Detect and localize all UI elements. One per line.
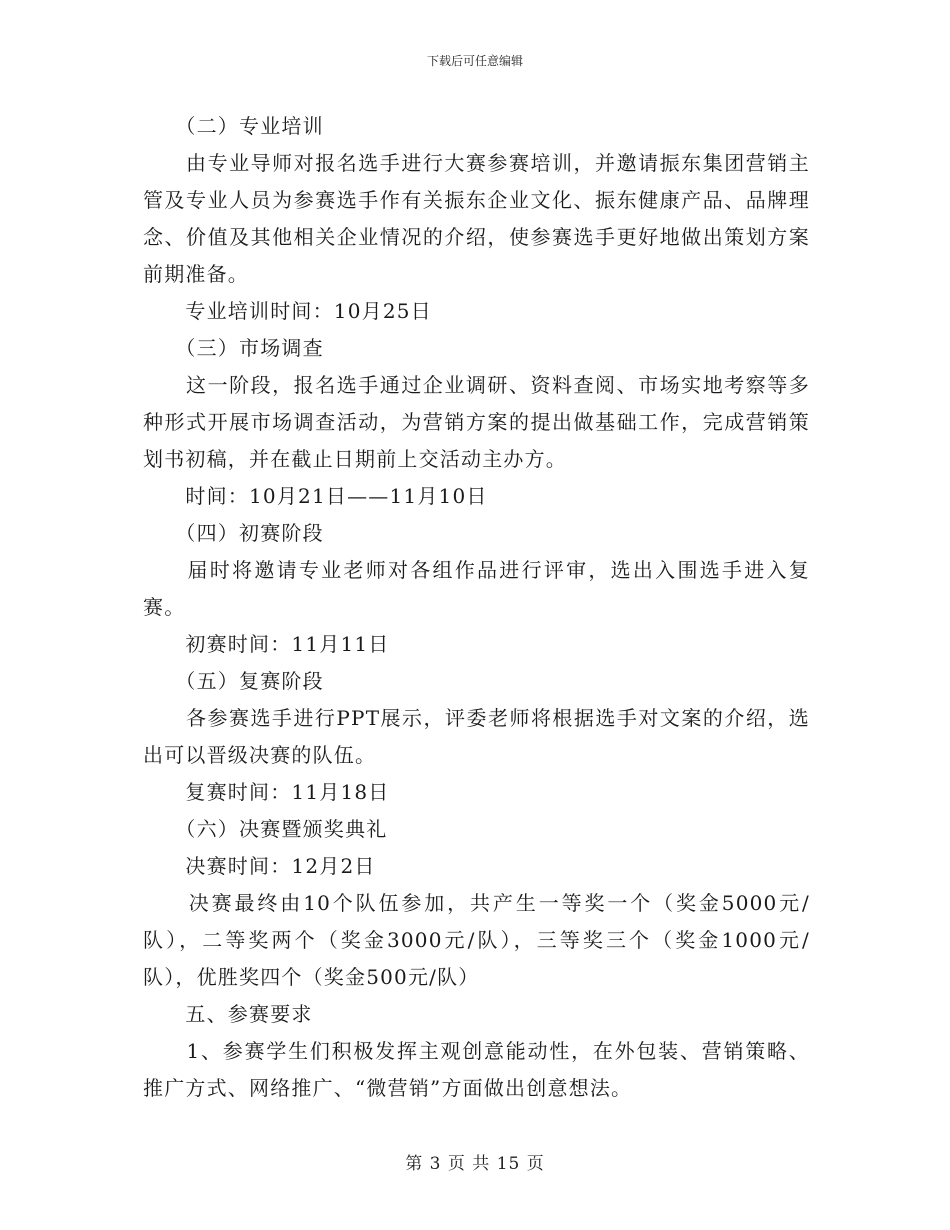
section-heading-final: （六）决赛暨颁奖典礼 (143, 817, 388, 841)
preliminary-time: 初赛时间：11月11日 (143, 632, 390, 656)
paragraph-preliminary: 届时将邀请专业老师对各组作品进行评审，选出入围选手进入复赛。 (143, 558, 810, 619)
paragraph-market-research: 这一阶段，报名选手通过企业调研、资料查阅、市场实地考察等多种形式开展市场调查活动，为营销方案的提出做基础工作，完成营销策划书初稿，并在截止日期前上交活动主办方。 (143, 373, 810, 471)
section-heading-requirements: 五、参赛要求 (143, 1002, 313, 1026)
section-heading-preliminary: （四）初赛阶段 (143, 521, 324, 545)
training-time: 专业培训时间：10月25日 (143, 299, 432, 323)
section-heading-semifinal: （五）复赛阶段 (143, 669, 324, 693)
section-heading-training: （二）专业培训 (143, 114, 324, 138)
document-body (143, 108, 810, 1107)
market-research-time: 时间：10月21日——11月10日 (143, 484, 488, 508)
page-footer (0, 1153, 950, 1175)
paragraph-awards: 决赛最终由10个队伍参加，共产生一等奖一个（奖金5000元/队），二等奖两个（奖金3000元/队），三等奖三个（奖金1000元/队），优胜奖四个（奖金500元/队） (143, 891, 810, 989)
page-number: 第 3 页 共 15 页 (405, 1154, 545, 1174)
page-header: 下载后可任意编辑 (426, 54, 523, 68)
paragraph-training-description: 由专业导师对报名选手进行大赛参赛培训，并邀请振东集团营销主管及专业人员为参赛选手作有关振东企业文化、振东健康产品、品牌理念、价值及其他相关企业情况的介绍，使参赛选手更好地做出策划方案前期准备。 (143, 151, 810, 286)
section-heading-market-research: （三）市场调查 (143, 336, 324, 360)
final-time: 决赛时间：12月2日 (143, 854, 376, 878)
paragraph-semifinal: 各参赛选手进行PPT展示，评委老师将根据选手对文案的介绍，选出可以晋级决赛的队伍。 (143, 706, 810, 767)
semifinal-time: 复赛时间：11月18日 (143, 780, 390, 804)
paragraph-requirement-1: 1、参赛学生们积极发挥主观创意能动性，在外包装、营销策略、推广方式、网络推广、“微营销”方面做出创意想法。 (143, 1039, 810, 1100)
